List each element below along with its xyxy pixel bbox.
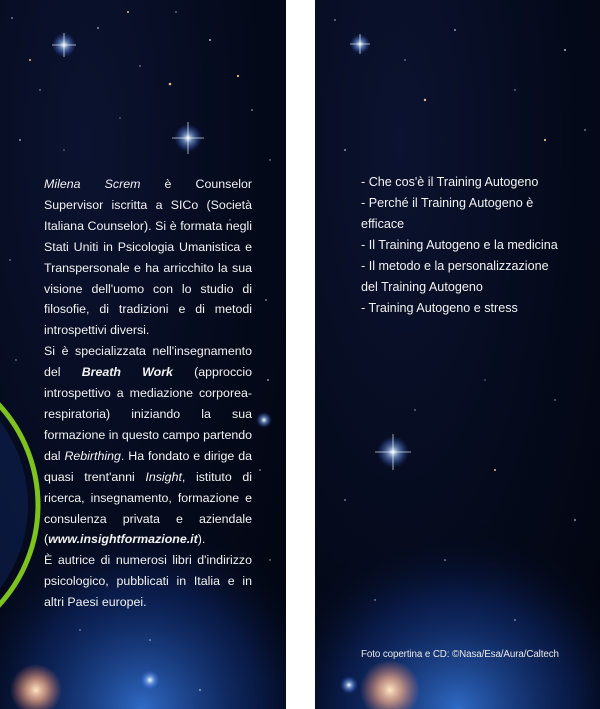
- list-item: - Il Training Autogeno e la medicina: [361, 238, 558, 252]
- rebirthing-term: Rebirthing: [64, 448, 121, 463]
- page-gutter: [286, 0, 315, 709]
- list-item: - Che cos'è il Training Autogeno: [361, 175, 539, 189]
- bio-paragraph-2: Si è specializzata nell'insegnamento del Breath Work (approccio introspettivo a mediazione corporea-respiratoria) iniziando la sua formazione in questo campo partendo dal Rebirthing. Ha fondato e dirige da quasi trent'anni Insight, istituto di ricerca, insegnamento, formazione e consulenza privata e aziendale (www.insightformazione.it).: [44, 344, 253, 547]
- photo-credit: Foto copertina e CD: ©Nasa/Esa/Aura/Caltech: [361, 649, 559, 660]
- topics-list: [361, 172, 565, 319]
- list-item: - Training Autogeno e stress: [361, 301, 518, 315]
- list-item: - Il metodo e la personalizzazione del Training Autogeno: [361, 259, 549, 294]
- author-bio: [44, 174, 252, 613]
- bio-paragraph-1: Milena Screm è Counselor Supervisor iscritta a SICo (Società Italiana Counselor). Si è formata negli Stati Uniti in Psicologia Umanistica e Transpersonale e ha arricchito la sua visione dell'uomo con lo studio di filosofie, di tradizioni e di metodi introspettivi diversi.: [44, 177, 252, 338]
- bio-paragraph-3: È autrice di numerosi libri d'indirizzo psicologico, pubblicati in Italia e in altri Paesi europei.: [44, 553, 252, 610]
- right-panel: [315, 0, 600, 709]
- breath-work-term: Breath Work: [81, 365, 173, 380]
- starfield-background: [315, 0, 600, 709]
- list-item: - Perché il Training Autogeno è efficace: [361, 196, 534, 231]
- website-link[interactable]: www.insightformazione.it: [48, 532, 198, 547]
- author-name: Milena Screm: [44, 177, 141, 191]
- insight-name: Insight: [145, 469, 182, 484]
